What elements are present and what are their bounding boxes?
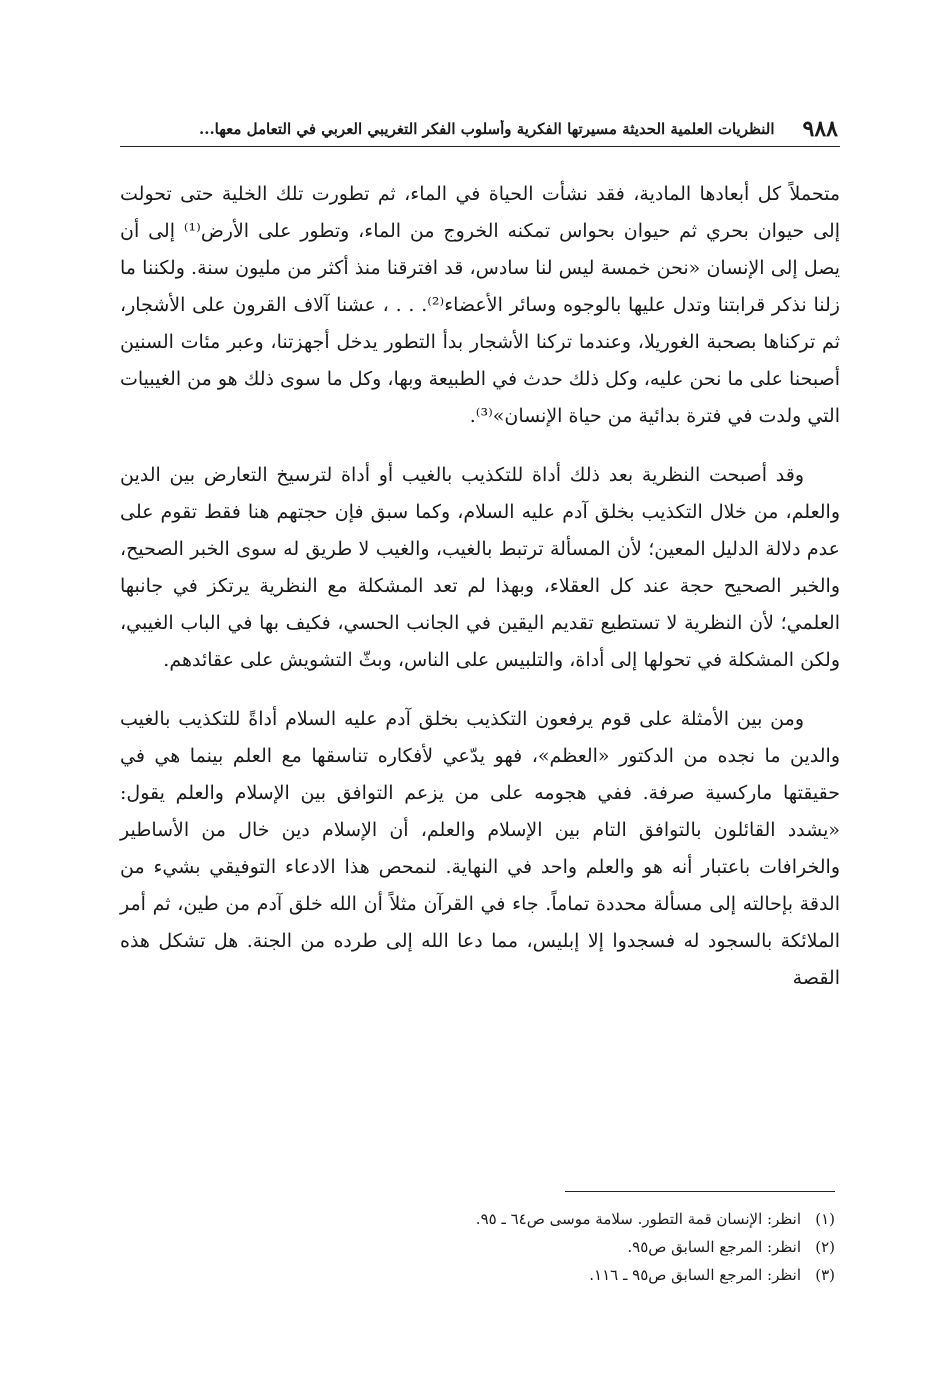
body-text	[120, 176, 840, 1019]
page-number: ٩٨٨	[802, 116, 838, 142]
footnote	[120, 1205, 835, 1233]
paragraph: وقد أصبحت النظرية بعد ذلك أداة للتكذيب بالغيب أو أداة لترسيخ التعارض بين الدين والعلم، من خلال التكذيب بخلق آدم عليه السلام، وكما سبق فإن حجتهم هنا فقط تقوم على عدم دلالة الدليل المعين؛ لأن المسألة ترتبط بالغيب، والغيب لا طريق له سوى الخبر الصحيح، والخبر الصحيح حجة عند كل العقلاء، وبهذا لم تعد المشكلة مع النظرية يرتكز في جانبها العلمي؛ لأن النظرية لا تستطيع تقديم اليقين في الجانب الحسي، فكيف بها في الباب الغيبي، ولكن المشكلة في تحولها إلى أداة، والتلبيس على الناس، وبثّ التشويش على عقائدهم.	[120, 464, 840, 671]
page-header	[120, 112, 840, 147]
running-title: النظريات العلمية الحديثة مسيرتها الفكرية وأسلوب الفكر التغريبي العربي في التعامل معها...	[199, 120, 775, 138]
footnote-text: انظر: الإنسان قمة التطور. سلامة موسى ص٦٤ ـ ٩٥.	[475, 1210, 801, 1228]
footnotes	[120, 1205, 835, 1289]
paragraph: متحملاً كل أبعادها المادية، فقد نشأت الحياة في الماء، ثم تطورت تلك الخلية حتى تحولت إلى حيوان بحري ثم حيوان بحواس تمكنه الخروج من الماء، وتطور على الأرض⁽¹⁾ إلى أن يصل إلى الإنسان «نحن خمسة ليس لنا سادس، قد افترقنا منذ أكثر من مليون سنة. ولكننا ما زلنا نذكر قرابتنا وتدل عليها بالوجوه وسائر الأعضاء⁽²⁾. . . ، عشنا آلاف القرون على الأشجار، ثم تركناها بصحبة الغوريلا، وعندما تركنا الأشجار بدأ التطور يدخل أجهزتنا، وعبر مئات السنين أصبحنا على ما نحن عليه، وكل ذلك حدث في الطبيعة وبها، وكل ما سوى ذلك هو من الغيبيات التي ولدت في فترة بدائية من حياة الإنسان»⁽³⁾.	[120, 183, 840, 427]
footnote-text: انظر: المرجع السابق ص٩٥.	[627, 1238, 801, 1256]
footnote	[120, 1233, 835, 1261]
footnote-number: (٢)	[815, 1238, 835, 1256]
footnote-divider	[565, 1191, 835, 1192]
footnote	[120, 1261, 835, 1289]
footnote-number: (١)	[815, 1210, 835, 1228]
footnote-number: (٣)	[815, 1266, 835, 1284]
footnote-text: انظر: المرجع السابق ص٩٥ ـ ١١٦.	[589, 1266, 801, 1284]
paragraph: ومن بين الأمثلة على قوم يرفعون التكذيب بخلق آدم عليه السلام أداةً للتكذيب بالغيب والدين ما نجده من الدكتور «العظم»، فهو يدّعي لأفكاره تناسقها مع العلم بينما هي في حقيقتها ماركسية صرفة. ففي هجومه على من يزعم التوافق بين الإسلام والعلم يقول: «يشدد القائلون بالتوافق التام بين الإسلام والعلم، أن الإسلام دين خال من الأساطير والخرافات باعتبار أنه هو والعلم واحد في النهاية. لنمحص هذا الادعاء التوفيقي بشيء من الدقة بإحالته إلى مسألة محددة تماماً. جاء في القرآن مثلاً أن الله خلق آدم من طين، ثم أمر الملائكة بالسجود له فسجدوا إلا إبليس، مما دعا الله إلى طرده من الجنة. هل تشكل هذه القصة	[120, 708, 840, 989]
